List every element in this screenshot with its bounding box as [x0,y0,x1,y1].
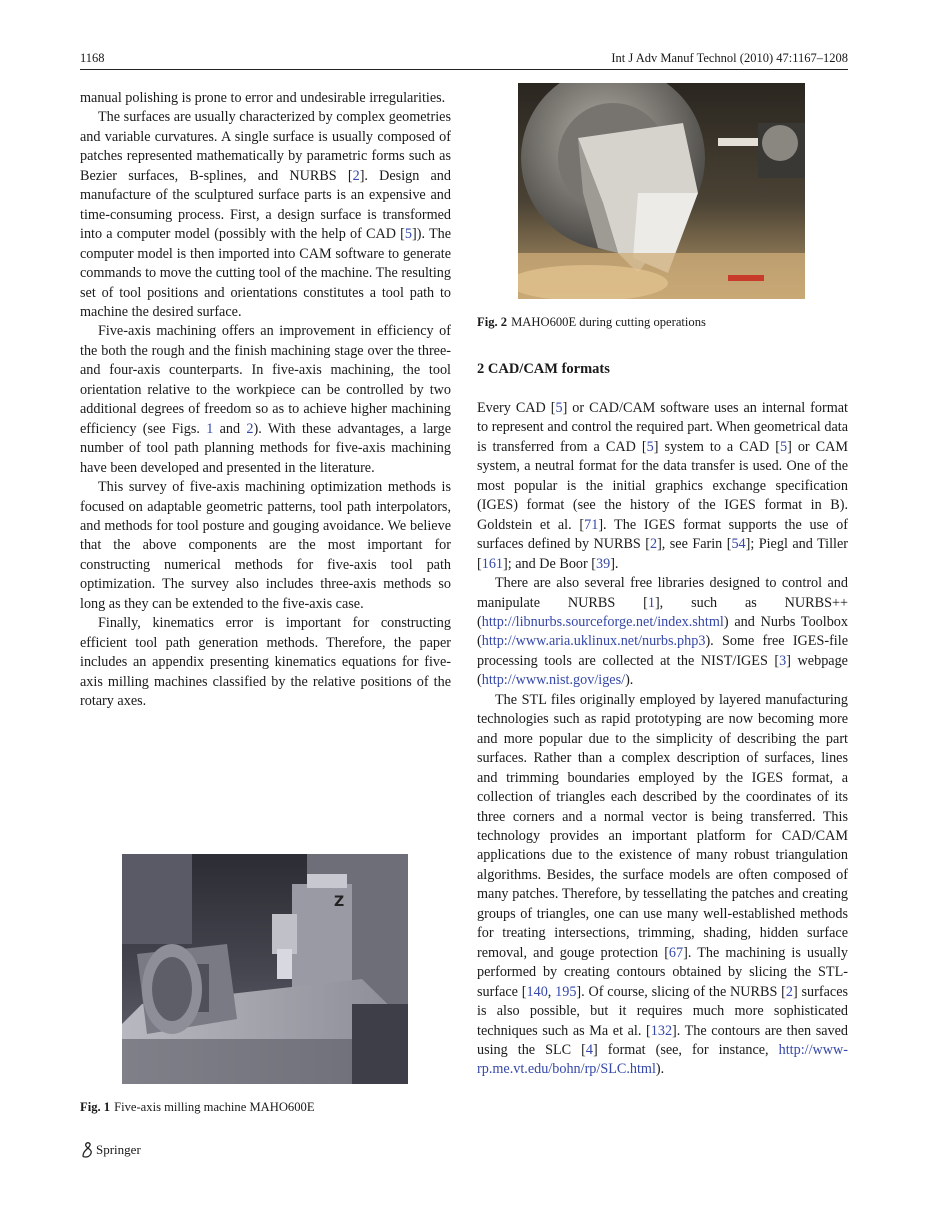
url-link[interactable]: http://www.nist.gov/iges/ [481,672,626,689]
figure-label: Fig. 1 [80,1100,111,1114]
section-heading: 2 CAD/CAM formats [477,361,610,377]
citation-link[interactable]: 2 [649,536,658,553]
citation-link[interactable]: 5 [646,438,654,455]
paragraph: Five-axis machining offers an improvement in efficiency of the both the rough and the finish machining stage over the three- and four-axis counterparts. In five-axis machining, the tool orientation relative to the workpiece can be controlled by two additional degrees of freedom so as to achieve higher machining efficiency (see Figs. 1 and 2). With these advantages, a large number of tool path planning methods for five-axis machining have been developed and presented in the literature. [80,323,451,476]
journal-reference: Int J Adv Manuf Technol (2010) 47:1167–1208 [611,51,848,65]
citation-link[interactable]: 2 [352,167,360,184]
citation-link[interactable]: 3 [779,652,787,669]
springer-logo-icon [80,1142,94,1158]
url-link[interactable]: http://www.aria.uklinux.net/nurbs.php3 [481,633,706,650]
citation-link[interactable]: 132 [650,1022,673,1039]
figure-1-photo [122,854,408,1084]
citation-link[interactable]: 1 [647,594,655,611]
publisher-name: Springer [96,1142,141,1157]
page-number: 1168 [80,51,105,65]
citation-link[interactable]: 161 [481,555,504,572]
paragraph: There are also several free libraries designed to control and manipulate NURBS [1], such as NURBS++ (http://libnurbs.sourceforge.net/index.shtml) and Nurbs Toolbox (http://www.aria.uklinux.net/nurbs.php3). Some free IGES-file processing tools are collected at the NIST/IGES [3] webpage (http://www.nist.gov/iges/). [477,575,848,689]
figure-label: Fig. 2 [477,315,508,329]
url-link[interactable]: http://libnurbs.sourceforge.net/index.shtml [481,613,724,630]
paragraph: The surfaces are usually characterized by complex geometries and variable curvatures. A single surface is usually composed of patches represented mathematically by parametric forms such as Bezier surfaces, B-splines, and NURBS [2]. Design and manufacture of the sculptured surface parts is an expensive and time-consuming process. First, a design surface is transformed into a computer model (possibly with the help of CAD [5]). The computer model is then imported into CAM software to generate commands to move the cutting tool of the machine. The resulting set of tool positions and orientations constitutes a tool path to machine the desired surface. [80,109,451,320]
paragraph: manual polishing is prone to error and undesirable irregularities. [80,90,446,106]
citation-link[interactable]: 195 [555,983,577,1000]
citation-link[interactable]: 140 [526,983,548,1000]
citation-link[interactable]: 71 [584,516,599,533]
figure-2-caption: Fig. 2 MAHO600E during cutting operations [477,315,706,329]
header-rule [80,69,848,70]
page-footer [80,1141,141,1159]
citation-link[interactable]: 4 [585,1041,593,1058]
citation-link[interactable]: 67 [668,944,684,961]
citation-link[interactable]: 5 [779,438,788,455]
paragraph: Every CAD [5] or CAD/CAM software uses an internal format to represent and control the required part. When geometrical data is transferred from a CAD [5] system to a CAD [5] or CAM system, a neutral format for the data transfer is used. One of the most popular is the initial graphics exchange specification (IGES) format (see the history of the IGES format in B). Goldstein et al. [71]. The IGES format supports the use of surfaces defined by NURBS [2], see Farin [54]; Piegl and Tiller [161]; and De Boor [39]. [477,400,848,572]
paragraph: The STL files originally employed by layered manufacturing technologies such as rapid prototyping are now becoming more and more popular due to the simplicity of describing the part surfaces. Rather than a complex description of surfaces, lines and trimming boundaries employed by the IGES format, a collection of triangles each described by the coordinates of its three corners and a normal vector is being transferred. This technology provides an important platform for CAD/CAM applications due to the existence of many robust triangulation algorithms. Besides, the surface models are often composed of many patches. Therefore, by tessellating the patches and creating groups of triangles, one can use many well-established methods for treating intersections, trimming, shading, hidden surface removal, and gouge protection [67]. The machining is usually performed by creating contours obtained by slicing the STL-surface [140, 195]. Of course, slicing of the NURBS [2] surfaces is also possible, but it requires much more sophisticated techniques such as Ma et al. [132]. The contours are then saved using the SLC [4] format (see, for instance, http://www-rp.me.vt.edu/bohn/rp/SLC.html). [477,691,849,1078]
citation-link[interactable]: 2 [785,983,793,1000]
left-column [80,89,451,712]
citation-link[interactable]: 5 [404,226,412,243]
figure-link[interactable]: 1 [206,420,214,437]
paragraph: This survey of five-axis machining optimization methods is focused on adaptable geometric patterns, tool path interpolators, and methods for tool posture and gouging avoidance. We believe that the above components are the most important for constructing numerical methods for five-axis tool path optimization. The survey also includes three-axis methods so long as they can be extended to the five-axis case. [80,479,451,612]
paragraph: Finally, kinematics error is important for constructing efficient tool path generation methods. Therefore, the paper includes an appendix presenting kinematics equations for five-axis milling machines classified by the relative positions of the rotary axes. [80,615,451,710]
running-header [80,50,848,66]
citation-link[interactable]: 54 [731,536,746,553]
figure-2-photo [518,83,805,299]
citation-link[interactable]: 5 [555,400,563,416]
machine-z-label: Z [334,894,345,910]
citation-link[interactable]: 39 [596,555,611,572]
url-link[interactable]: http://www-rp.me.vt.edu/bohn/rp/SLC.html [477,1041,848,1078]
right-column [477,399,848,1080]
figure-1-caption: Fig. 1 Five-axis milling machine MAHO600E [80,1100,315,1114]
figure-link[interactable]: 2 [246,420,254,437]
